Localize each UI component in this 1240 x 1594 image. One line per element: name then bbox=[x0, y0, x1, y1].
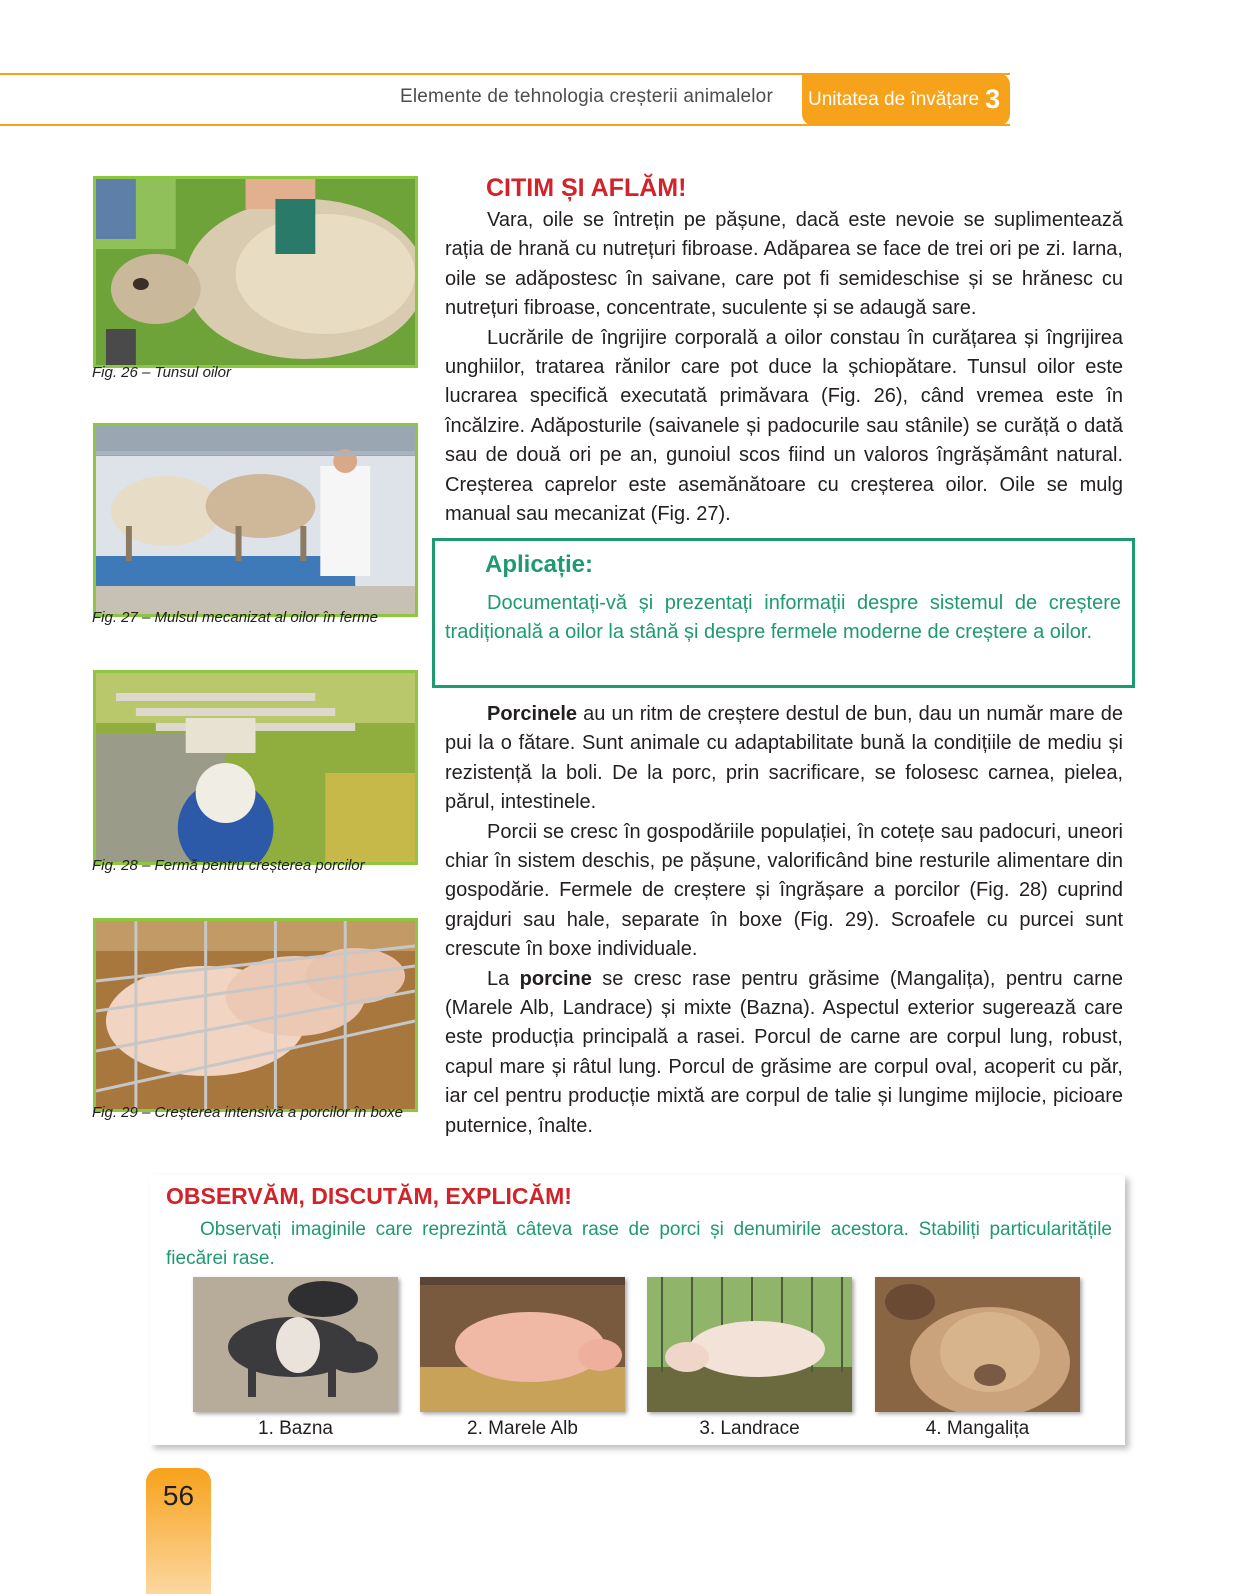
paragraph-text: se cresc rase pentru grăsime (Mangalița), pentru carne (Marele Alb, Landrace) și mixte (Bazna). Aspectul exterior sugerează care este producția principală a rasei. Porcul de carne are corpul lung, robust, capul mare și râtul lung. Porcul de grăsime are corpul oval, acoperit cu păr, iar cel pentru producție mixtă are corpul de talie și lungime mijlocie, picioare puternice, înalte. bbox=[445, 967, 1123, 1137]
figure-caption: Fig. 26 – Tunsul oilor bbox=[92, 364, 231, 381]
paragraph bbox=[445, 965, 1123, 1141]
paragraph: Vara, oile se întrețin pe pășune, dacă este nevoie se suplimentează rația de hrană cu nutrețuri fibroase. Adăparea se face de trei ori pe zi. Iarna, oile se adăpostesc în saivane, care pot fi semideschise și se hrănesc cu nutrețuri fibroase, concentrate, suculente și se adaugă sare. bbox=[445, 209, 1123, 320]
porcine-body bbox=[445, 700, 1123, 1141]
paragraph: Lucrările de îngrijire corporală a oilor constau în curățarea și îngrijirea unghiilor, tratarea rănilor care pot duce la șchiopătare. Tunsul oilor este lucrarea specifică executată primăvara (Fig. 26), când vremea este în încălzire. Adăposturile (saivanele și padocurile sau stânile) se curăță o dată sau de două ori pe an, gunoiul scos fiind un valoros îngrășământ natural. Creșterea caprelor este asemănătoare cu creșterea oilor. Oile se mulg manual sau mecanizat (Fig. 27). bbox=[445, 326, 1123, 526]
figure-caption: Fig. 28 – Fermă pentru creșterea porcilor bbox=[92, 857, 365, 874]
paragraph-text: au un ritm de creștere destul de bun, dau un număr mare de pui la o fătare. Sunt animale cu adaptabilitate bună la condițiile de mediu și rezistență la boli. De la porc, prin sacrificare, se folosesc carnea, pielea, părul, intestinele. bbox=[445, 703, 1123, 814]
paragraph: Porcii se cresc în gospodăriile populației, în cotețe sau padocuri, uneori chiar în sistem deschis, pe pășune, valorificând bine resturile alimentare din gospodărie. Fermele de creștere și îngrășare a porcilor (Fig. 28) cuprind grajduri sau hale, separate în boxe (Fig. 29). Scroafele cu purcei sunt crescute în boxe individuale. bbox=[445, 820, 1123, 961]
breed-photo-mangalita bbox=[875, 1277, 1080, 1412]
breed-label: 4. Mangalița bbox=[925, 1418, 1030, 1439]
activity-title: Aplicație: bbox=[485, 551, 594, 578]
breed-photo-marele-alb bbox=[420, 1277, 625, 1412]
unit-tab-number: 3 bbox=[985, 84, 1001, 114]
paragraph-text: La bbox=[487, 967, 520, 990]
breed-photo-landrace bbox=[647, 1277, 852, 1412]
bold-term: Porcinele bbox=[487, 703, 578, 725]
unit-tab bbox=[802, 73, 1010, 126]
observation-text: Observați imaginile care reprezintă câteva rase de porci și denumirile acestora. Stabiliți particularitățile fiecărei rase. bbox=[166, 1219, 1112, 1269]
figure-caption: Fig. 29 – Creșterea intensivă a porcilor în boxe bbox=[92, 1104, 403, 1121]
breed-label: 3. Landrace bbox=[699, 1418, 800, 1439]
figure-pig-farm bbox=[93, 670, 418, 865]
breed-photo-bazna bbox=[193, 1277, 398, 1412]
header-title: Elemente de tehnologia creșterii animalelor bbox=[400, 86, 773, 107]
figure-sheep-shearing bbox=[93, 176, 418, 368]
activity-text: Documentați-vă și prezentați informații despre sistemul de creștere tradițională a oilor la stână și despre fermele moderne de creștere a oilor. bbox=[445, 592, 1121, 643]
section-heading-observam: OBSERVĂM, DISCUTĂM, EXPLICĂM! bbox=[166, 1183, 572, 1209]
section-heading-citim: CITIM ȘI AFLĂM! bbox=[486, 174, 687, 202]
figure-caption: Fig. 27 – Mulsul mecanizat al oilor în ferme bbox=[92, 609, 378, 626]
citim-body bbox=[445, 206, 1123, 529]
unit-tab-label: Unitatea de învățare bbox=[808, 88, 980, 110]
breed-label: 2. Marele Alb bbox=[467, 1418, 578, 1439]
figure-mechanized-milking bbox=[93, 423, 418, 617]
page-number: 56 bbox=[162, 1480, 195, 1511]
paragraph bbox=[445, 700, 1123, 818]
bold-term: porcine bbox=[519, 967, 592, 990]
breed-label: 1. Bazna bbox=[258, 1418, 333, 1439]
figure-pigs-in-boxes bbox=[93, 918, 418, 1112]
